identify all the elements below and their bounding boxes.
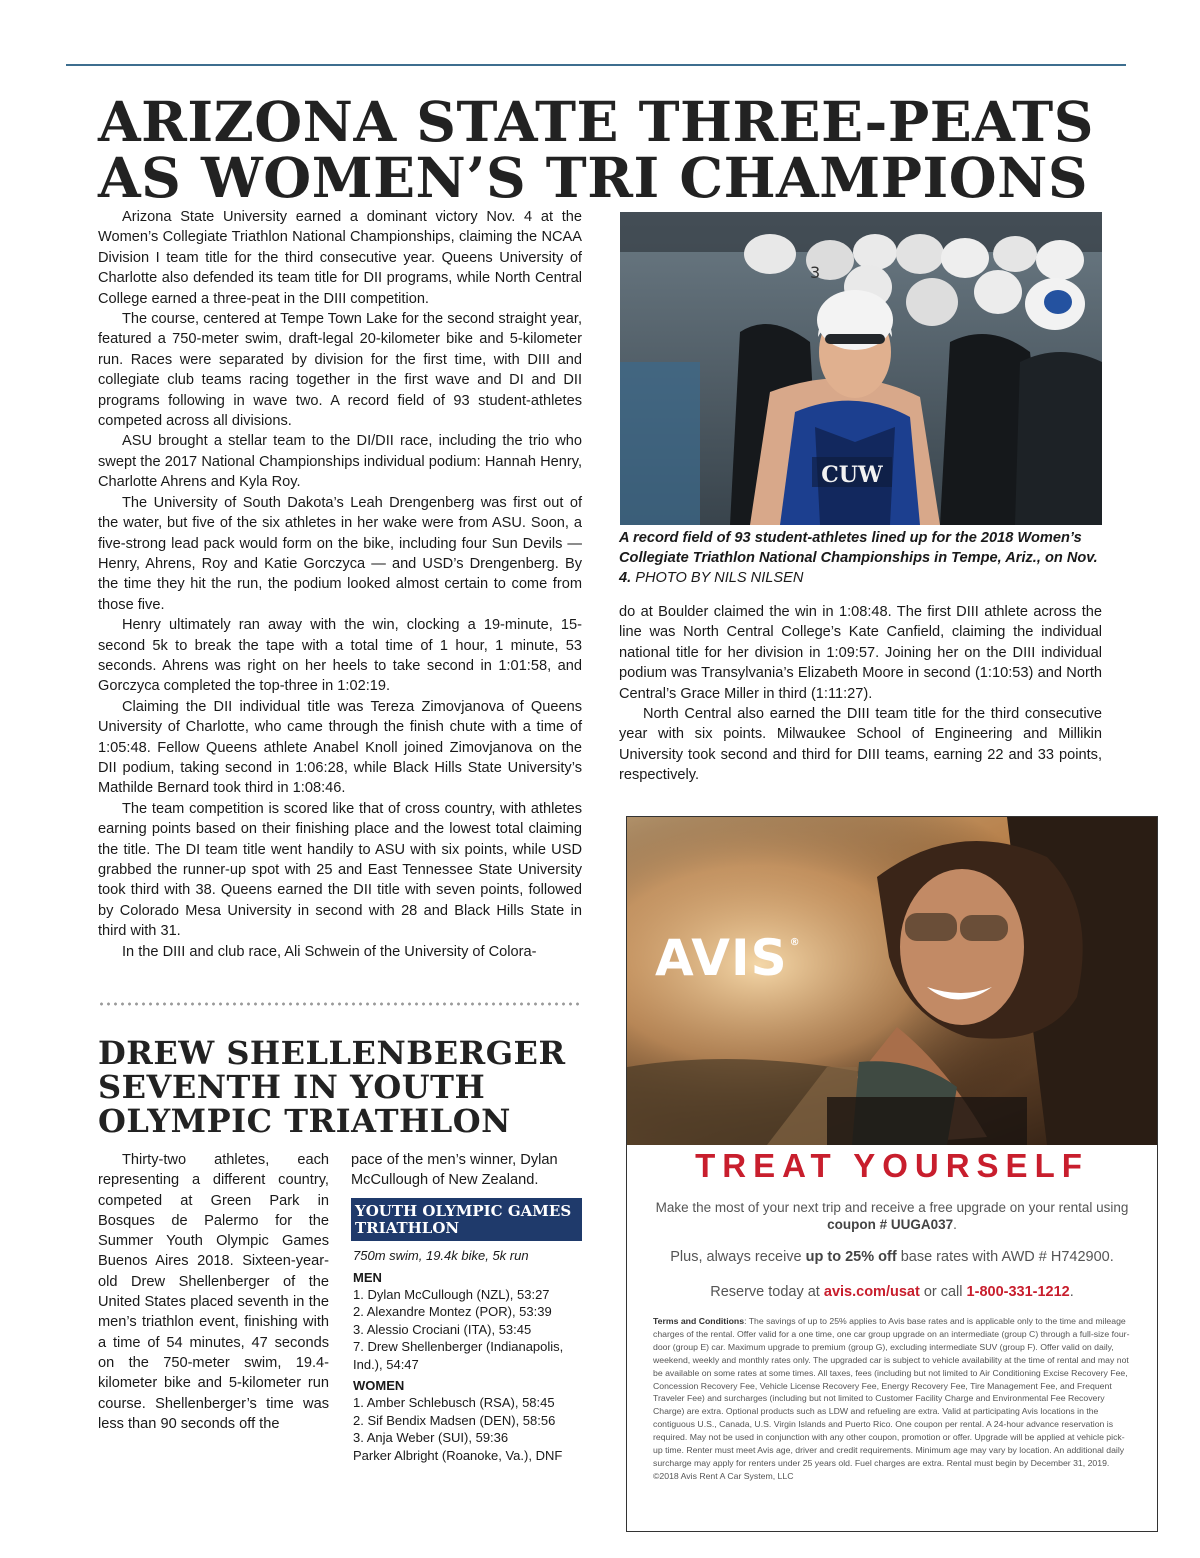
results-men-heading: MEN — [353, 1269, 382, 1285]
sub-headline-line-3: OLYMPIC TRIATHLON — [98, 1102, 511, 1140]
sub-headline-line-2: SEVENTH IN YOUTH — [98, 1068, 486, 1106]
ad-text: base rates with AWD # H742900. — [896, 1249, 1114, 1265]
coupon-code: coupon # UUGA037 — [827, 1217, 954, 1232]
dotted-divider — [98, 1002, 582, 1006]
sub-article-column-a — [98, 1150, 329, 1434]
avis-url-link[interactable]: avis.com/usat — [823, 1284, 920, 1300]
registered-mark: ® — [789, 937, 801, 948]
ad-text: . — [953, 1217, 957, 1232]
result-row: 3. Alessio Crociani (ITA), 53:45 — [353, 1321, 532, 1337]
article-column-left — [98, 207, 582, 962]
ad-text: Reserve today at — [710, 1284, 824, 1300]
sub-article-paragraph: pace of the men’s winner, Dylan McCullough of New Zealand. — [351, 1152, 558, 1189]
article-paragraph: North Central also earned the DIII team title for the third consecutive year with six points. Milwaukee School of Engineering and Millikin University took second and third for DIII teams, earning 22 and 33 points, respectively. — [619, 706, 1102, 784]
cap-number: 3 — [810, 263, 821, 282]
article-column-right — [619, 602, 1102, 786]
sub-headline-line-1: DREW SHELLENBERGER — [98, 1034, 566, 1072]
results-women-heading: WOMEN — [353, 1378, 405, 1394]
sub-article-column-b — [351, 1150, 582, 1464]
photo-credit: PHOTO BY NILS NILSEN — [635, 570, 804, 586]
ad-tagline: TREAT YOURSELF — [695, 1147, 1089, 1184]
avis-logo — [655, 929, 801, 987]
terms-text: : The savings of up to 25% applies to Avis base rates and is applicable only to the time and mileage charges of the rental. Offer valid for a one time, one car group upgrade on an intermediate (group C) through a full-size four-door (group E) car. Maximum upgrade to premium (group G), excluding intermediate SUV (group F). Offer valid on daily, weekend, weekly and monthly rates only. The upgraded car is subject to vehicle availability at the time of rental and may not be available on some rates at some times. All taxes, fees (including but not limited to Air Conditioning Excise Recovery Fee, Concession Recovery Fee, Vehicle License Recovery Fee, Energy Recovery Fee, Tire Management Fee, and Frequent Traveler Fee) and surcharges (including but not limited to Customer Facility Charge and Environmental Fee Recovery Charge) are extra. Optional products such as LDW and refueling are extra. Valid at participating Avis locations in the contiguous U.S., Canada, U.S. Virgin Islands and Puerto Rico. One coupon per rental. A 24-hour advance reservation is required. May not be used in conjunction with any other coupon, promotion or offer. Upgrade will be applied at vehicle pick-up time. Renter must meet Avis age, driver and credit requirements. Minimum age may vary by location. An additional daily surcharge may apply for renters under 25 years old. Fuel charges are extra. Rental must begin by December 31, 2019. — [653, 1316, 1130, 1468]
avis-phone-link[interactable]: 1-800-331-1212 — [966, 1284, 1070, 1300]
ad-text: Make the most of your next trip and receive a free upgrade on your rental using — [655, 1200, 1129, 1215]
ad-text: Plus, always receive — [670, 1249, 806, 1265]
article-paragraph: The University of South Dakota’s Leah Drengenberg was first out of the water, but five of the six athletes in her wake were from ASU. Soon, a five-strong lead pack would form on the bike, including four Sun Devils — Henry, Ahrens, Roy and Katie Gorczyca — and USD’s Drengenberg. By the time they hit the run, the podium looked almost certain to come from those five. — [98, 494, 582, 613]
ad-offer-line — [647, 1199, 1137, 1233]
photo-caption — [619, 528, 1103, 588]
article-paragraph: Henry ultimately ran away with the win, clocking a 19-minute, 15-second 5k to break the tape with a total time of 1 hour, 1 minute, 53 seconds. Ahrens was right on her heels to take second in 1:01:58, and Gorczyca completed the top-three in 1:02:19. — [98, 617, 582, 695]
results-subtitle: 750m swim, 19.4k bike, 5k run — [353, 1247, 529, 1263]
ad-discount-line — [647, 1249, 1137, 1266]
ad-terms — [653, 1315, 1131, 1483]
article-paragraph: Claiming the DII individual title was Tereza Zimovjanova of Queens University of Charlotte, who came through the finish chute with a time of 1:05:48. Fellow Queens athlete Anabel Knoll joined Zimovjanova on the DII podium, taking second in 1:06:28, while Black Hills State University’s Mathilde Bernard took third in 1:08:46. — [98, 698, 582, 797]
results-men-list — [351, 1286, 582, 1374]
ad-copyright: ©2018 Avis Rent A Car System, LLC — [653, 1470, 794, 1481]
photo-caption-text: A record field of 93 student-athletes lined up for the 2018 Women’s Collegiate Triathlon National Championships in Tempe, Ariz., on Nov. 4. — [619, 530, 1098, 586]
ad-text: . — [1069, 1284, 1074, 1300]
result-row: 7. Drew Shellenberger (Indianapolis, Ind.), 54:47 — [353, 1339, 564, 1372]
result-row: 1. Dylan McCullough (NZL), 53:27 — [353, 1286, 550, 1302]
sub-headline — [98, 1036, 588, 1138]
avis-advertisement[interactable] — [626, 816, 1158, 1532]
suit-text: CUW — [821, 462, 883, 488]
ad-reserve-line — [647, 1284, 1137, 1301]
result-row: 2. Alexandre Montez (POR), 53:39 — [353, 1304, 552, 1320]
ad-photo — [627, 817, 1157, 1145]
article-paragraph: In the DIII and club race, Ali Schwein of the University of Colora- — [122, 943, 537, 960]
terms-label: Terms and Conditions — [653, 1316, 745, 1326]
article-paragraph: The team competition is scored like that of cross country, with athletes earning points based on their finishing place and the lowest total claiming the title. The DI team title went handily to ASU with six points, while USD grabbed the runner-up spot with 25 and East Tennessee State University took third with 38. Queens earned the DII title with seven points, followed by Colorado Mesa University in second with 28 and Black Hills State in third with 31. — [98, 800, 582, 940]
triathletes-photo-illustration — [620, 212, 1102, 525]
result-row: Parker Albright (Roanoke, Va.), DNF — [353, 1447, 563, 1463]
main-headline — [98, 89, 1138, 210]
main-headline-line-2: AS WOMEN’S TRI CHAMPIONS — [98, 145, 1089, 210]
article-paragraph: The course, centered at Tempe Town Lake for the second straight year, featured a 750-meter swim, draft-legal 20-kilometer bike and 5-kilometer run. Races were separated by division for the first time, with DIII and collegiate club teams racing together in the first wave and DI and DII programs following in wave two. A record field of 93 student-athletes competed across all divisions. — [98, 311, 582, 430]
triathletes-photo — [620, 212, 1102, 525]
result-row: 2. Sif Bendix Madsen (DEN), 58:56 — [353, 1412, 556, 1428]
top-rule — [66, 64, 1126, 66]
result-row: 1. Amber Schlebusch (RSA), 58:45 — [353, 1395, 555, 1411]
article-paragraph: do at Boulder claimed the win in 1:08:48. The first DIII athlete across the line was North Central College’s Kate Canfield, claiming the individual national title for her division in 1:09:57. Joining her on the DIII individual podium was Transylvania’s Elizabeth Moore in second (1:10:53) and North Central’s Grace Miller in third (1:11:27). — [619, 604, 1102, 702]
sub-article-paragraph: Thirty-two athletes, each representing a different country, competed at Green Park in Bosques de Palermo for the Summer Youth Olympic Games Buenos Aires 2018. Sixteen-year-old Drew Shellenberger of the United States placed seventh in the men’s triathlon event, finishing with a time of 54 minutes, 47 seconds on the 750-meter swim, 19.4-kilometer bike and 5-kilometer run course. Shellenberger’s time was less than 90 seconds off the — [98, 1152, 329, 1432]
article-paragraph: Arizona State University earned a dominant victory Nov. 4 at the Women’s Collegiate Triathlon National Championships, claiming the NCAA Division I team title for the third consecutive year. Queens University of Charlotte also defended its team title for DII programs, while North Central College earned a three-peat in the DIII competition. — [98, 209, 582, 307]
ad-text: or call — [919, 1284, 967, 1300]
main-headline-line-1: ARIZONA STATE THREE-PEATS — [98, 89, 1094, 154]
discount-amount: up to 25% off — [805, 1249, 897, 1265]
results-women-list — [351, 1394, 582, 1464]
results-box-title: YOUTH OLYMPIC GAMES TRIATHLON — [351, 1198, 582, 1241]
avis-logo-text: AVIS — [655, 929, 788, 987]
result-row: 3. Anja Weber (SUI), 59:36 — [353, 1430, 509, 1446]
article-paragraph: ASU brought a stellar team to the DI/DII race, including the trio who swept the 2017 National Championships individual podium: Hannah Henry, Charlotte Ahrens and Kyla Roy. — [98, 433, 582, 491]
